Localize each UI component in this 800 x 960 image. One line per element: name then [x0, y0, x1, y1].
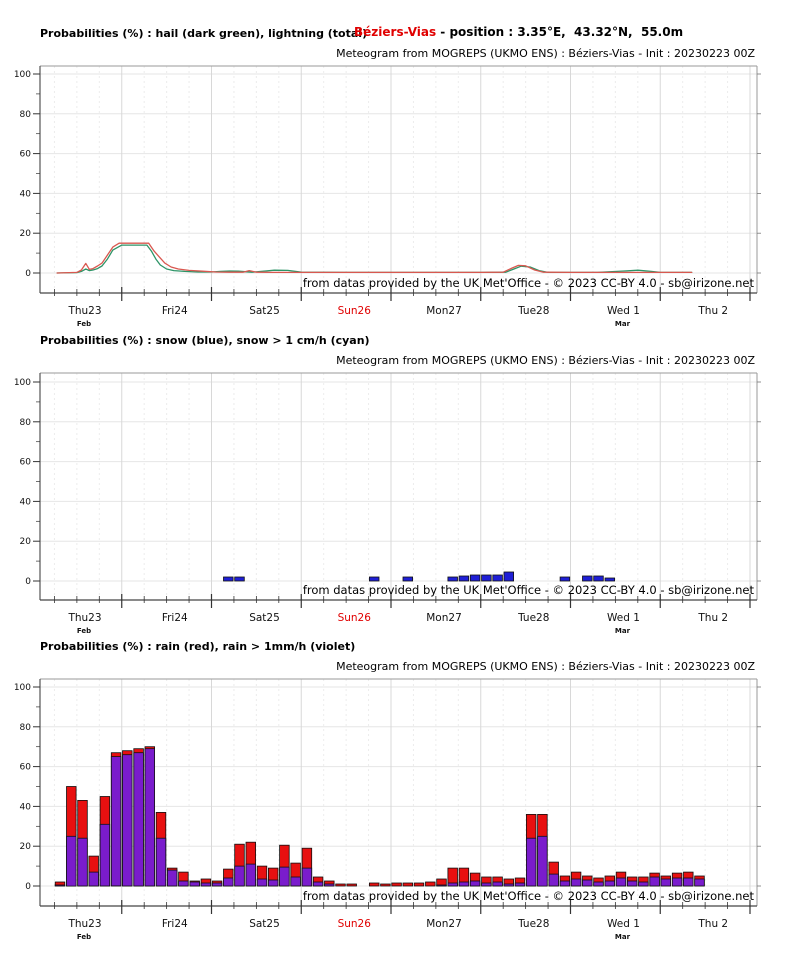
svg-text:Sun26: Sun26 [337, 918, 371, 930]
panel2-title: Probabilities (%) : snow (blue), snow > 1 cm/h (cyan) [40, 334, 370, 347]
svg-text:100: 100 [13, 683, 31, 693]
svg-text:Sat25: Sat25 [249, 612, 280, 624]
svg-text:60: 60 [19, 149, 31, 160]
svg-text:40: 40 [19, 497, 31, 508]
svg-text:Mar: Mar [614, 933, 631, 941]
svg-text:20: 20 [19, 842, 31, 853]
svg-text:Thu 2: Thu 2 [698, 305, 729, 317]
svg-text:40: 40 [19, 189, 31, 200]
svg-text:Thu23: Thu23 [68, 612, 102, 624]
svg-text:Mar: Mar [614, 320, 631, 328]
svg-text:100: 100 [13, 70, 31, 80]
svg-text:Thu 2: Thu 2 [698, 612, 729, 624]
svg-text:20: 20 [19, 537, 31, 548]
svg-text:Sun26: Sun26 [337, 305, 371, 317]
svg-text:20: 20 [19, 229, 31, 240]
svg-text:Tue28: Tue28 [518, 918, 550, 930]
svg-text:Mon27: Mon27 [426, 305, 462, 317]
svg-text:Fri24: Fri24 [161, 305, 188, 317]
svg-text:Sat25: Sat25 [249, 305, 280, 317]
svg-text:60: 60 [19, 457, 31, 468]
svg-text:0: 0 [25, 269, 31, 279]
svg-text:Fri24: Fri24 [161, 612, 188, 624]
panel2-subtitle: Meteogram from MOGREPS (UKMO ENS) : Béziers-Vias - Init : 20230223 00Z [336, 354, 755, 367]
svg-text:Tue28: Tue28 [518, 305, 550, 317]
panel1-credit: from datas provided by the UK Met'Office - © 2023 CC-BY 4.0 - sb@irizone.net [302, 276, 754, 290]
svg-text:Sun26: Sun26 [337, 612, 371, 624]
svg-text:Wed 1: Wed 1 [607, 612, 640, 624]
svg-text:Wed 1: Wed 1 [607, 918, 640, 930]
panel3-subtitle: Meteogram from MOGREPS (UKMO ENS) : Béziers-Vias - Init : 20230223 00Z [336, 660, 755, 673]
svg-text:Mar: Mar [614, 627, 631, 635]
svg-text:100: 100 [13, 378, 31, 388]
panel3-credit: from datas provided by the UK Met'Office - © 2023 CC-BY 4.0 - sb@irizone.net [302, 889, 754, 903]
svg-text:80: 80 [19, 109, 31, 120]
svg-text:60: 60 [19, 762, 31, 773]
station-name: Béziers-Vias [354, 25, 437, 39]
svg-text:Fri24: Fri24 [161, 918, 188, 930]
svg-text:Mon27: Mon27 [426, 918, 462, 930]
position-details: - position : 3.35°E, 43.32°N, 55.0m [436, 25, 684, 39]
svg-text:Mon27: Mon27 [426, 612, 462, 624]
svg-text:Wed 1: Wed 1 [607, 305, 640, 317]
svg-text:80: 80 [19, 722, 31, 733]
svg-text:Feb: Feb [76, 627, 92, 635]
svg-text:Thu23: Thu23 [68, 305, 102, 317]
svg-text:40: 40 [19, 802, 31, 813]
svg-text:0: 0 [25, 577, 31, 587]
svg-text:Thu 2: Thu 2 [698, 918, 729, 930]
svg-text:Feb: Feb [76, 320, 92, 328]
panel3-title: Probabilities (%) : rain (red), rain > 1mm/h (violet) [40, 640, 356, 653]
svg-text:0: 0 [25, 882, 31, 892]
panel1-subtitle: Meteogram from MOGREPS (UKMO ENS) : Béziers-Vias - Init : 20230223 00Z [336, 47, 755, 60]
svg-text:Feb: Feb [76, 933, 92, 941]
position-title [354, 25, 683, 39]
panel1-title: Probabilities (%) : hail (dark green), lightning (total) [40, 27, 368, 40]
svg-text:80: 80 [19, 417, 31, 428]
panel2-credit: from datas provided by the UK Met'Office - © 2023 CC-BY 4.0 - sb@irizone.net [302, 583, 754, 597]
svg-text:Sat25: Sat25 [249, 918, 280, 930]
svg-text:Thu23: Thu23 [68, 918, 102, 930]
svg-text:Tue28: Tue28 [518, 612, 550, 624]
